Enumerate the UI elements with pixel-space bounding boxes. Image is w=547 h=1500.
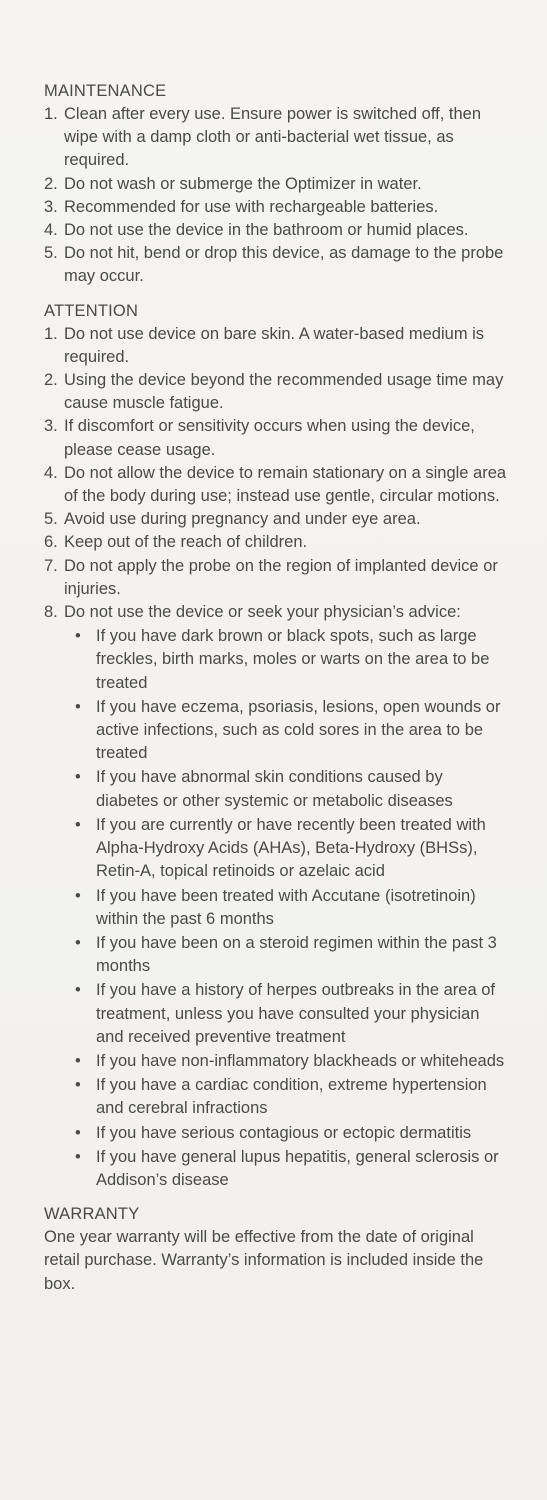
bullet-icon: •	[75, 815, 81, 834]
item-number: 3.	[44, 417, 58, 436]
bullet-text: If you have been on a steroid regimen within the past 3 months	[96, 933, 497, 976]
warranty-section	[44, 1203, 507, 1296]
item-text: Avoid use during pregnancy and under eye area.	[64, 510, 421, 529]
maintenance-item	[44, 196, 507, 219]
warranty-text: One year warranty will be effective from the date of original retail purchase. Warranty’s information is included inside the box.	[44, 1228, 484, 1293]
item-text: Do not wash or submerge the Optimizer in water.	[64, 174, 422, 193]
warranty-title: WARRANTY	[44, 1205, 140, 1224]
item-text: Do not hit, bend or drop this device, as damage to the probe may occur.	[64, 244, 504, 286]
maintenance-item	[44, 173, 507, 196]
item-number: 2.	[44, 174, 58, 193]
item-number: 4.	[44, 221, 58, 240]
maintenance-item	[44, 103, 507, 173]
item-number: 4.	[44, 463, 58, 482]
bullet-text: If you have dark brown or black spots, such as large freckles, birth marks, moles or warts on the area to be treated	[96, 627, 490, 692]
item-number: 3.	[44, 197, 58, 216]
bullet-text: If you have serious contagious or ectopic dermatitis	[96, 1123, 472, 1142]
item-text: Keep out of the reach of children.	[64, 533, 308, 552]
bullet-icon: •	[75, 886, 81, 905]
contraindication-list	[44, 625, 507, 1192]
item-number: 5.	[44, 510, 58, 529]
bullet-item	[75, 696, 507, 766]
attention-section	[44, 300, 507, 1193]
attention-item	[44, 555, 507, 601]
item-text: If discomfort or sensitivity occurs when using the device, please cease usage.	[64, 417, 475, 459]
bullet-text: If you are currently or have recently been treated with Alpha-Hydroxy Acids (AHAs), Beta-Hydroxy (BHSs), Retin-A, topical retinoids or azelaic acid	[96, 815, 486, 881]
attention-title: ATTENTION	[44, 301, 139, 320]
maintenance-item	[44, 242, 507, 288]
attention-item	[44, 369, 507, 415]
bullet-text: If you have eczema, psoriasis, lesions, open wounds or active infections, such as cold sores in the area to be treated	[96, 697, 501, 763]
attention-list	[44, 323, 507, 625]
attention-item	[44, 531, 507, 554]
maintenance-list	[44, 103, 507, 289]
maintenance-title: MAINTENANCE	[44, 82, 167, 100]
item-number: 5.	[44, 244, 58, 263]
item-text: Do not use device on bare skin. A water-based medium is required.	[64, 324, 485, 366]
maintenance-section	[44, 80, 507, 289]
bullet-item	[75, 625, 507, 695]
bullet-icon: •	[75, 697, 81, 716]
item-number: 7.	[44, 556, 58, 575]
item-number: 8.	[44, 603, 58, 622]
bullet-item	[75, 932, 507, 978]
bullet-text: If you have abnormal skin conditions caused by diabetes or other systemic or metabolic diseases	[96, 768, 453, 810]
bullet-icon: •	[75, 627, 81, 646]
attention-item	[44, 508, 507, 531]
bullet-item	[75, 1146, 507, 1192]
item-number: 1.	[44, 105, 58, 123]
maintenance-item	[44, 219, 507, 242]
bullet-text: If you have a history of herpes outbreaks in the area of treatment, unless you have consulted your physician and received preventive treatment	[96, 981, 495, 1046]
attention-item	[44, 415, 507, 461]
item-text: Recommended for use with rechargeable batteries.	[64, 197, 439, 216]
item-text: Do not use the device or seek your physician’s advice:	[64, 603, 461, 622]
item-number: 6.	[44, 533, 58, 552]
bullet-text: If you have general lupus hepatitis, general sclerosis or Addison’s disease	[96, 1147, 499, 1189]
bullet-item	[75, 1050, 507, 1073]
attention-item	[44, 462, 507, 508]
item-number: 1.	[44, 324, 58, 343]
bullet-text: If you have non-inflammatory blackheads or whiteheads	[96, 1051, 505, 1070]
bullet-icon: •	[75, 1051, 81, 1070]
bullet-icon: •	[75, 933, 81, 952]
bullet-item	[75, 1074, 507, 1120]
item-text: Clean after every use. Ensure power is switched off, then wipe with a damp cloth or anti-bacterial wet tissue, as required.	[64, 105, 481, 170]
bullet-icon: •	[75, 768, 81, 787]
bullet-icon: •	[75, 1123, 81, 1142]
bullet-icon: •	[75, 1147, 81, 1166]
attention-item	[44, 323, 507, 369]
bullet-item	[75, 885, 507, 931]
item-text: Do not apply the probe on the region of implanted device or injuries.	[64, 556, 498, 598]
item-text: Do not use the device in the bathroom or humid places.	[64, 221, 469, 240]
bullet-icon: •	[75, 981, 81, 1000]
bullet-text: If you have a cardiac condition, extreme hypertension and cerebral infractions	[96, 1076, 487, 1118]
item-text: Using the device beyond the recommended usage time may cause muscle fatigue.	[64, 371, 504, 413]
item-number: 2.	[44, 371, 58, 390]
attention-item	[44, 601, 507, 624]
bullet-text: If you have been treated with Accutane (isotretinoin) within the past 6 months	[96, 886, 476, 928]
bullet-icon: •	[75, 1076, 81, 1095]
bullet-item	[75, 979, 507, 1049]
bullet-item	[75, 1122, 507, 1145]
bullet-item	[75, 814, 507, 884]
item-text: Do not allow the device to remain stationary on a single area of the body during use; instead use gentle, circular motions.	[64, 463, 507, 506]
bullet-item	[75, 766, 507, 812]
